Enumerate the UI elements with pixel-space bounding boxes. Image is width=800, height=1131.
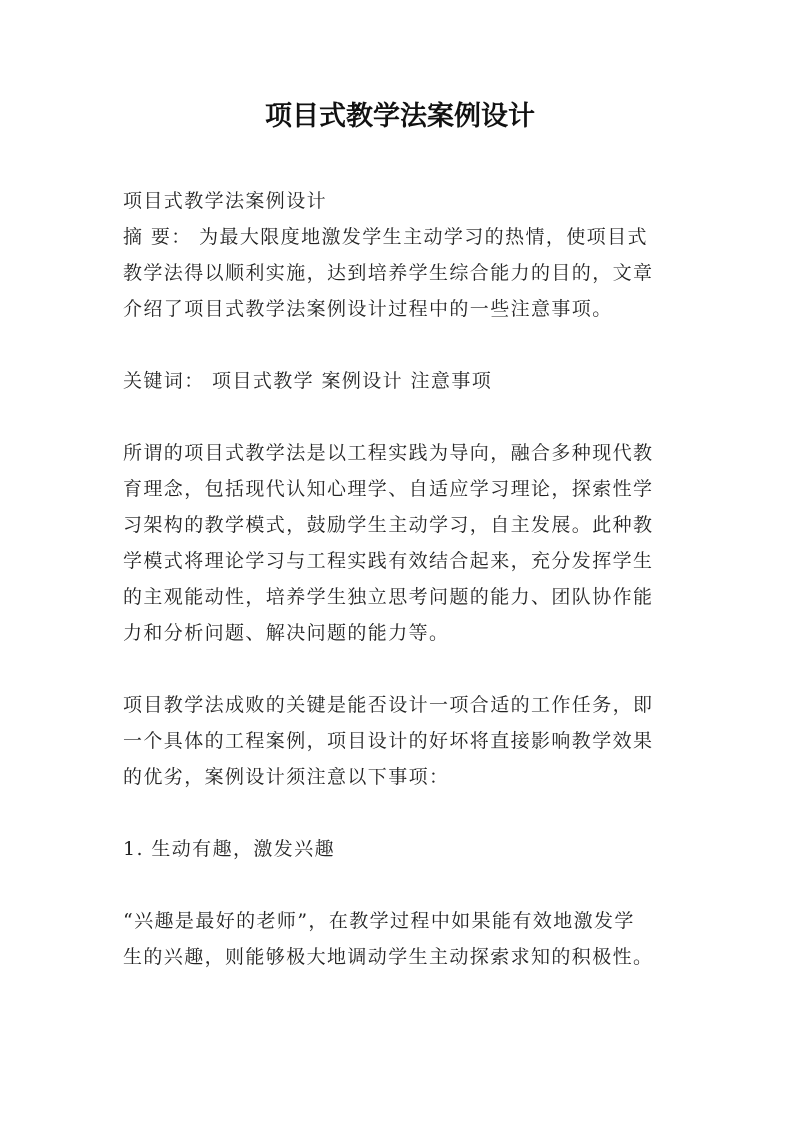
paragraph2-line-3: 的优劣，案例设计须注意以下事项： — [123, 766, 450, 788]
subtitle-line: 项目式教学法案例设计 — [123, 190, 328, 212]
abstract-line-1: 摘 要： 为最大限度地激发学生主动学习的热情，使项目式 — [123, 226, 648, 248]
paragraph1-line-6: 力和分析问题、解决问题的能力等。 — [123, 622, 450, 644]
abstract-line-3: 介绍了项目式教学法案例设计过程中的一些注意事项。 — [123, 298, 613, 320]
paragraph-gap — [123, 651, 693, 687]
paragraph3-line-2: 生的兴趣，则能够极大地调动学生主动探索求知的积极性。 — [123, 946, 654, 968]
paragraph-gap — [123, 795, 693, 831]
paragraph1-line-1: 所谓的项目式教学法是以工程实践为导向，融合多种现代教 — [123, 442, 654, 464]
paragraph2-line-1: 项目教学法成败的关键是能否设计一项合适的工作任务，即 — [123, 694, 654, 716]
abstract-line-2: 教学法得以顺利实施，达到培养学生综合能力的目的，文章 — [123, 262, 654, 284]
paragraph-gap — [123, 399, 693, 435]
document-title: 项目式教学法案例设计 — [265, 101, 535, 132]
paragraph1-line-3: 习架构的教学模式，鼓励学生主动学习，自主发展。此种教 — [123, 514, 654, 536]
paragraph2-line-2: 一个具体的工程案例，项目设计的好坏将直接影响教学效果 — [123, 730, 654, 752]
paragraph1-line-4: 学模式将理论学习与工程实践有效结合起来，充分发挥学生 — [123, 550, 654, 572]
paragraph-gap — [123, 327, 693, 363]
paragraph1-line-5: 的主观能动性，培养学生独立思考问题的能力、团队协作能 — [123, 586, 654, 608]
paragraph-gap — [123, 867, 693, 903]
section1-heading: 1. 生动有趣，激发兴趣 — [123, 838, 335, 860]
keywords-line: 关键词： 项目式教学 案例设计 注意事项 — [123, 370, 493, 392]
paragraph1-line-2: 育理念，包括现代认知心理学、自适应学习理论，探索性学 — [123, 478, 654, 500]
document-body — [123, 183, 693, 975]
paragraph3-line-1: “兴趣是最好的老师”，在教学过程中如果能有效地激发学 — [123, 910, 635, 932]
